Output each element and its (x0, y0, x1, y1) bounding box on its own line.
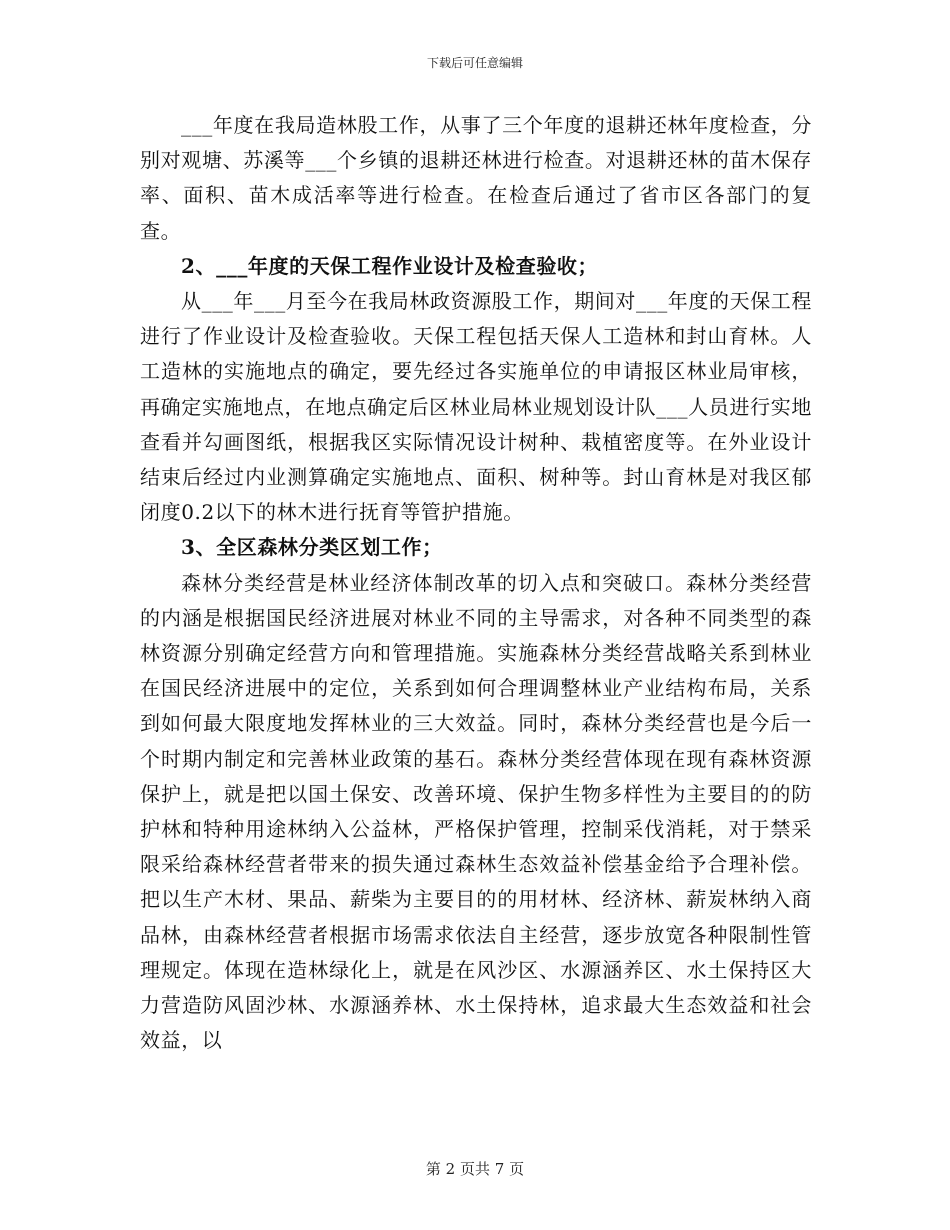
page-header: 下载后可任意编辑 (426, 56, 523, 70)
section-heading-natural-forest-protection: 2、___年度的天保工程作业设计及检查验收； (181, 253, 599, 278)
paragraph-natural-forest-protection: 从___年___月至今在我局林政资源股工作，期间对___年度的天保工程进行了作业设计及检查验收。天保工程包括天保人工造林和封山育林。人工造林的实施地点的确定，要先经过各实施单位的申请报区林业局审核，再确定实施地点，在地点确定后区林业局林业规划设计队___人员进行实地查看并勾画图纸，根据我区实际情况设计树种、栽植密度等。在外业设计结束后经过内业测算确定实施地点、面积、树种等。封山育林是对我区郁闭度0.2以下的林木进行抚育等管护措施。 (140, 289, 812, 525)
paragraph-forest-classification: 森林分类经营是林业经济体制改革的切入点和突破口。森林分类经营的内涵是根据国民经济进展对林业不同的主导需求，对各种不同类型的森林资源分别确定经营方向和管理措施。实施森林分类经营战略关系到林业在国民经济进展中的定位，关系到如何合理调整林业产业结构布局，关系到如何最大限度地发挥林业的三大效益。同时，森林分类经营也是今后一个时期内制定和完善林业政策的基石。森林分类经营体现在现有森林资源保护上，就是把以国土保安、改善环境、保护生物多样性为主要目的的防护林和特种用途林纳入公益林，严格保护管理，控制采伐消耗，对于禁采限采给森林经营者带来的损失通过森林生态效益补偿基金给予合理补偿。把以生产木材、果品、薪柴为主要目的的用材林、经济林、薪炭林纳入商品林，由森林经营者根据市场需求依法自主经营，逐步放宽各种限制性管理规定。体现在造林绿化上，就是在风沙区、水源涵养区、水土保持区大力营造防风固沙林、水源涵养林、水土保持林，追求最大生态效益和社会效益，以 (140, 570, 812, 1053)
document-body (140, 108, 812, 1058)
section-heading-forest-classification: 3、全区森林分类区划工作； (181, 535, 443, 560)
paragraph-afforestation-inspection: ___年度在我局造林股工作，从事了三个年度的退耕还林年度检查，分别对观塘、苏溪等___个乡镇的退耕还林进行检查。对退耕还林的苗木保存率、面积、苗木成活率等进行检查。在检查后通过了省市区各部门的复查。 (140, 113, 812, 243)
page-footer: 第 2 页共 7 页 (425, 1160, 525, 1178)
